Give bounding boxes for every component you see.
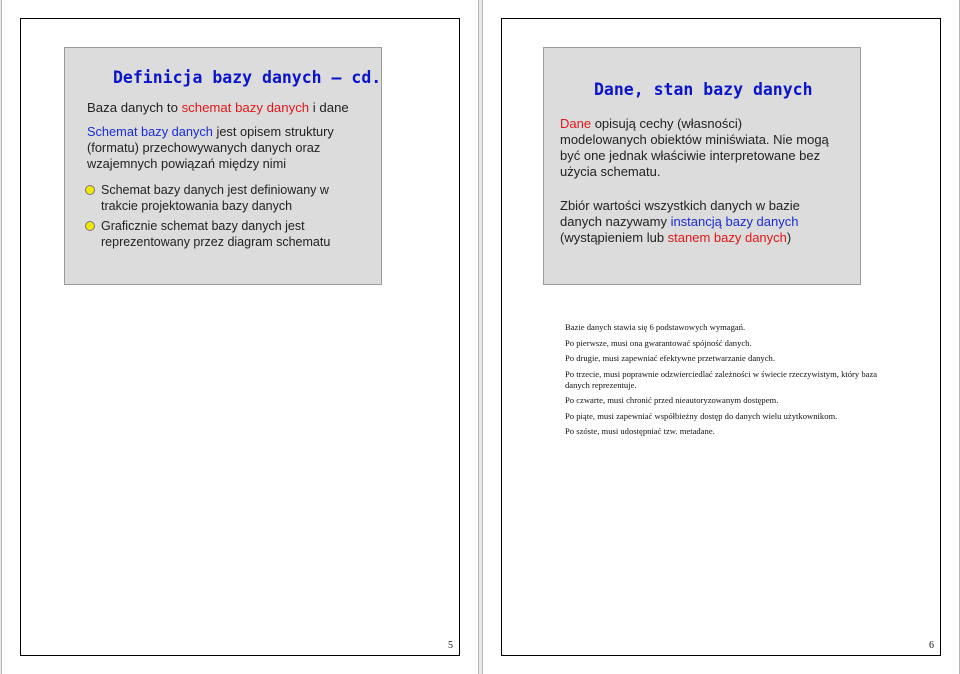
paragraph-dane <box>560 116 830 180</box>
note-line: Po pierwsze, musi ona gwarantować spójność danych. <box>565 337 752 348</box>
definition-text <box>87 124 337 172</box>
bullet-item <box>85 218 335 250</box>
speaker-notes <box>565 322 895 442</box>
note-line: Bazie danych stawia się 6 podstawowych wymagań. <box>565 322 746 332</box>
definition-term: Schemat bazy danych <box>87 124 213 139</box>
intro-part3: i dane <box>309 100 349 115</box>
note-line: Po czwarte, musi chronić przed nieautoryzowanym dostępem. <box>565 395 779 405</box>
note-line: Po szóste, musi udostępniać tzw. metadane. <box>565 426 715 436</box>
intro-text <box>87 100 377 116</box>
slide-dane-stan <box>543 47 861 285</box>
term-stan: stanem bazy danych <box>667 230 787 245</box>
note-line: Po piąte, musi zapewniać współbieżny dostęp do danych wielu użytkownikom. <box>565 410 838 421</box>
intro-highlight: schemat bazy danych <box>181 100 310 115</box>
bullet-text: Schemat bazy danych jest definiowany w trakcie projektowania bazy danych <box>101 183 329 213</box>
bullet-dot-icon <box>85 221 95 231</box>
page-right <box>482 0 960 674</box>
term-dane: Dane <box>560 116 592 131</box>
bullet-dot-icon <box>85 185 95 195</box>
paragraph-instancja-part5: ) <box>786 230 792 245</box>
page-number: 6 <box>929 640 934 651</box>
bullet-text: Graficznie schemat bazy danych jest reprezentowany przez diagram schematu <box>101 219 331 249</box>
page-number: 5 <box>448 640 453 651</box>
paragraph-instancja-part1: Zbiór wartości wszystkich danych w bazie danych nazywamy <box>560 198 800 229</box>
paragraph-instancja <box>560 198 830 246</box>
slide-title: Dane, stan bazy danych <box>594 80 813 99</box>
slide-title: Definicja bazy danych – cd. <box>113 68 382 87</box>
page-left <box>1 0 479 674</box>
term-instancja: instancją bazy danych <box>670 214 799 229</box>
note-line: Po trzecie, musi poprawnie odzwierciedlać zależności w świecie rzeczywistym, który baza danych reprezentuje. <box>565 368 878 390</box>
slide-definicja <box>64 47 382 285</box>
paragraph-dane-body: opisują cechy (własności) modelowanych obiektów miniświata. Nie mogą być one jednak właściwie interpretowane bez użycia schematu. <box>560 116 829 179</box>
definition-body: jest opisem struktury (formatu) przechowywanych danych oraz wzajemnych powiązań między nimi <box>87 124 334 171</box>
bullet-item <box>85 182 335 214</box>
note-line: Po drugie, musi zapewniać efektywne przetwarzanie danych. <box>565 353 775 363</box>
intro-part1: Baza danych to <box>87 100 182 115</box>
paragraph-instancja-part3: (wystąpieniem lub <box>560 230 668 245</box>
